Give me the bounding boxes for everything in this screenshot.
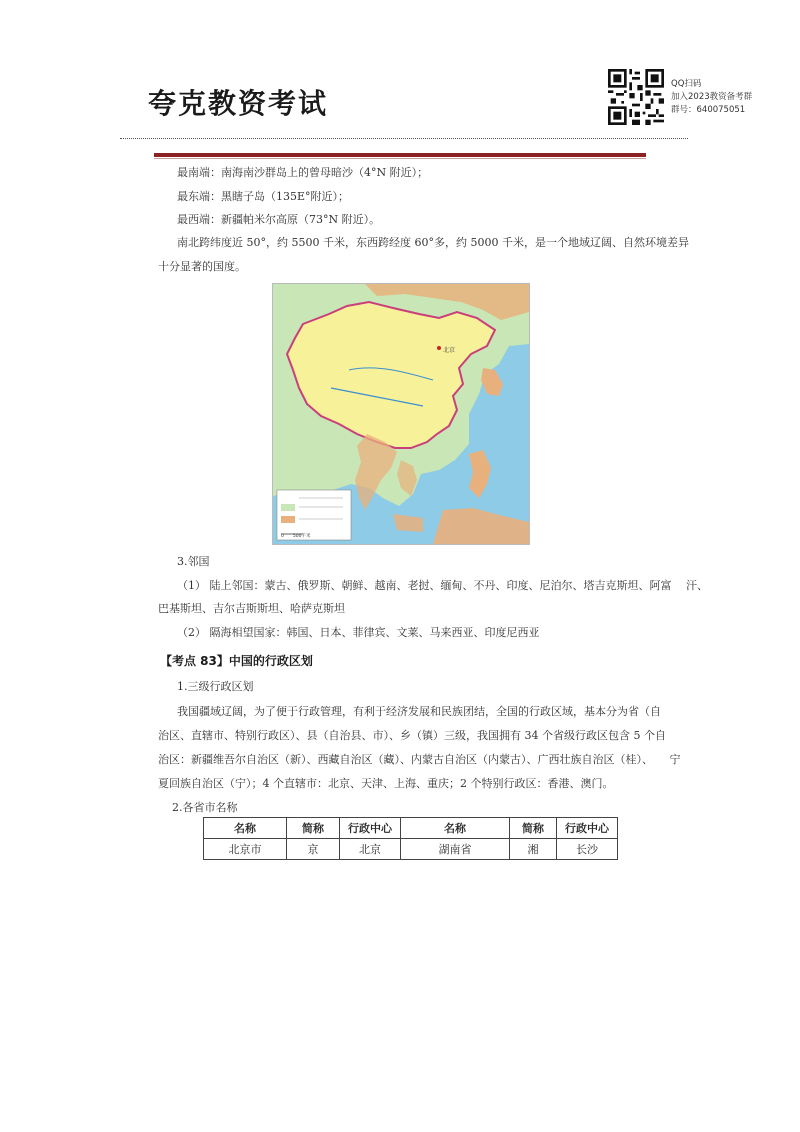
neighbors-title: 3.邻国 (177, 555, 210, 568)
col-header-capital-2: 行政中心 (557, 818, 618, 839)
col-header-capital: 行政中心 (340, 818, 401, 839)
land-neighbors-line-2: 巴基斯坦、吉尔吉斯斯坦、哈萨克斯坦 (158, 602, 345, 615)
cell-abbr: 京 (287, 839, 340, 860)
eastmost-text: 最东端：黑瞎子岛（135E°附近）； (177, 190, 350, 203)
table-row (204, 839, 618, 860)
china-map-image (272, 283, 530, 545)
col-header-name: 名称 (204, 818, 287, 839)
admin-subtitle: 1.三级行政区划 (177, 680, 254, 693)
land-neighbors-line-1: （1） 陆上邻国：蒙古、俄罗斯、朝鲜、越南、老挝、缅甸、不丹、印度、尼泊尔、塔吉克斯坦、阿富 汗、 (177, 579, 708, 592)
admin-text-line-2: 治区、直辖市、特别行政区）、县（自治县、市）、乡（镇）三级，我国拥有 34 个省级行政区包含 5 个自 (158, 729, 666, 742)
southmost-text: 最南端：南海南沙群岛上的曾母暗沙（4°N 附近）； (177, 166, 429, 179)
map-capital-label: 北京 (443, 347, 456, 354)
section-heading: 【考点 83】中国的行政区划 (160, 654, 313, 668)
admin-text-line-1: 我国疆域辽阔，为了便于行政管理，有利于经济发展和民族团结，全国的行政区域，基本分为省（自 (177, 705, 661, 718)
admin-text-line-4: 夏回族自治区（宁）；4 个直辖市：北京、天津、上海、重庆；2 个特别行政区：香港、澳门。 (158, 777, 614, 790)
col-header-name-2: 名称 (401, 818, 510, 839)
section-red-rule-shadow (154, 158, 646, 159)
span-text-line-1: 南北跨纬度近 50°，约 5500 千米，东西跨经度 60°多，约 5000 千米，是一个地域辽阔、自然环境差异 (177, 236, 689, 249)
header-dotted-divider (120, 138, 688, 139)
sea-neighbors-text: （2） 隔海相望国家：韩国、日本、菲律宾、文莱、马来西亚、印度尼西亚 (177, 626, 540, 639)
qr-code-icon (608, 69, 664, 125)
qr-caption-line-2: 加入2023教资备考群 (671, 92, 753, 102)
col-header-abbr-2: 简称 (510, 818, 557, 839)
cell-capital: 北京 (340, 839, 401, 860)
brand-logo-text: 夸克教资考试 (148, 87, 329, 120)
qr-caption-line-3: 群号：640075051 (671, 105, 746, 115)
col-header-abbr: 简称 (287, 818, 340, 839)
qr-caption-line-1: QQ扫码 (671, 79, 702, 89)
section-red-rule (154, 153, 646, 157)
cell-abbr-2: 湘 (510, 839, 557, 860)
cell-name-2: 湖南省 (401, 839, 510, 860)
cell-name: 北京市 (204, 839, 287, 860)
westmost-text: 最西端：新疆帕米尔高原（73°N 附近）。 (177, 213, 381, 226)
span-text-line-2: 十分显著的国度。 (158, 260, 246, 273)
table-header-row (204, 818, 618, 839)
province-table (203, 817, 618, 860)
admin-text-line-3: 治区：新疆维吾尔自治区（新）、西藏自治区（藏）、内蒙古自治区（内蒙古）、广西壮族自治区（桂）、 宁 (158, 753, 681, 766)
cell-capital-2: 长沙 (557, 839, 618, 860)
qr-caption (671, 78, 752, 117)
table-caption: 2.各省市名称 (172, 801, 238, 814)
map-scale-label: 0 500千米 (281, 534, 311, 539)
